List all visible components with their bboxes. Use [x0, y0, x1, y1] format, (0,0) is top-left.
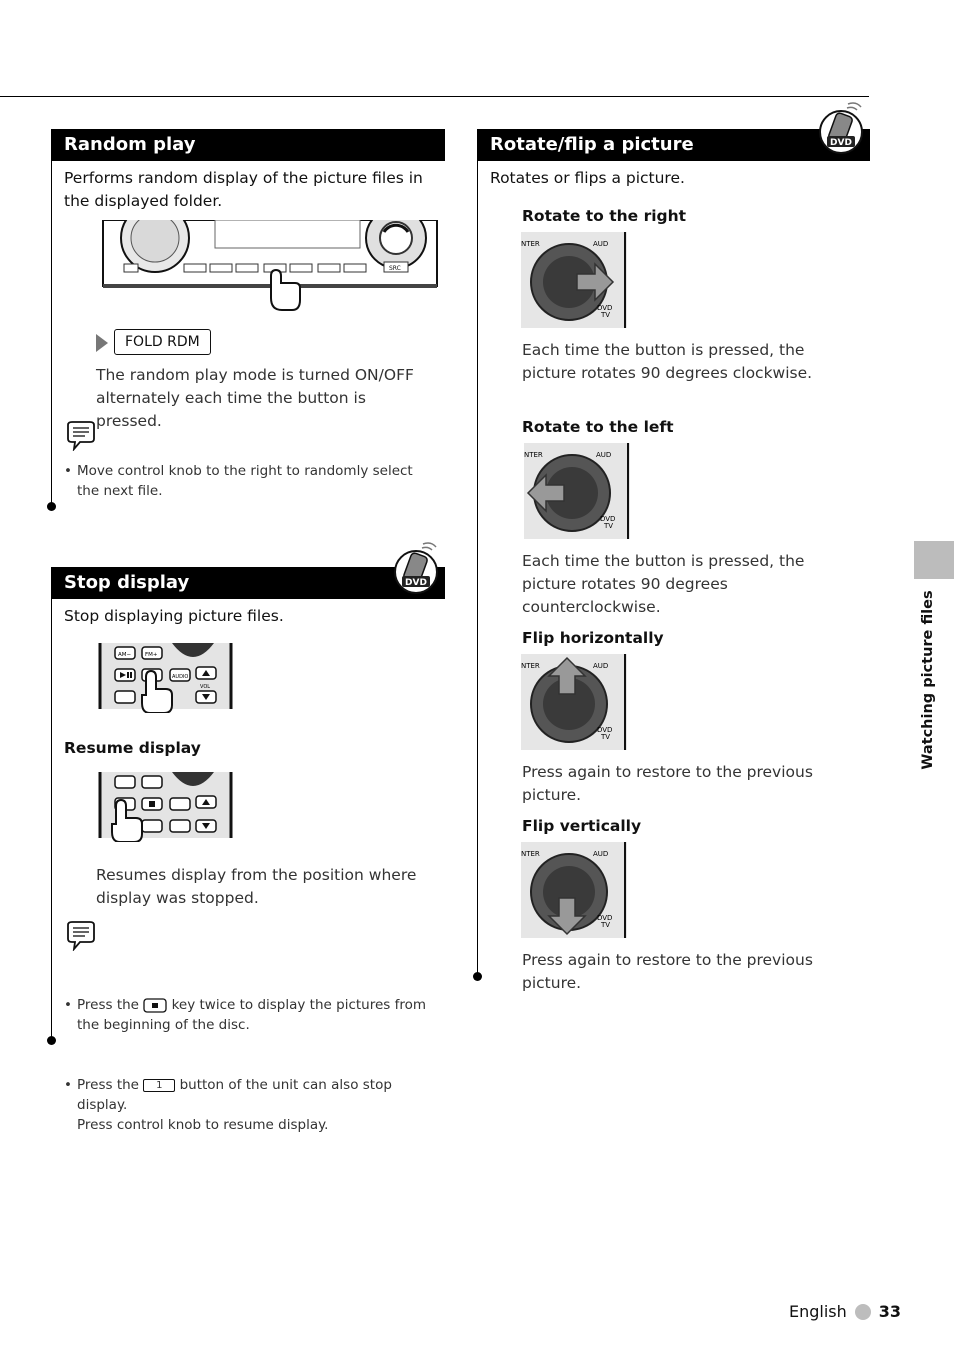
flip-vertical-text: Press again to restore to the previous picture. — [522, 951, 813, 992]
random-play-description: The random play mode is turned ON/OFF alternately each time the button is pressed. — [96, 366, 414, 430]
tv-label: TV — [601, 733, 611, 741]
tv-label: TV — [601, 311, 611, 319]
resume-display-description: Resumes display from the position where display was stopped. — [96, 866, 417, 907]
audio-label: AUD — [593, 850, 609, 858]
rotate-flip-intro: Rotates or flips a picture. — [490, 169, 685, 187]
note1-prefix: Press the — [77, 997, 139, 1013]
page-footer — [789, 1302, 901, 1321]
note2-prefix: Press the — [77, 1077, 139, 1093]
random-play-section-end-dot — [47, 502, 56, 511]
side-label-text: Watching picture files — [920, 590, 936, 770]
stop-display-note-2 — [64, 1075, 444, 1135]
enter-label: NTER — [521, 662, 540, 670]
fold-rdm-key — [114, 329, 211, 355]
stop-display-note-1 — [64, 995, 444, 1035]
page-number: 33 — [878, 1302, 902, 1321]
audio-label: AUD — [593, 240, 609, 248]
stop-display-header — [51, 567, 445, 599]
head-unit-illustration — [100, 220, 440, 312]
audio-label: AUD — [596, 451, 612, 459]
dvd-label: DVD — [597, 726, 613, 734]
src-key-label: SRC — [389, 265, 401, 272]
section-side-label — [918, 590, 938, 770]
footer-language: English — [789, 1302, 847, 1321]
dvd-label: DVD — [600, 515, 616, 523]
flip-horizontal-illustration — [521, 654, 629, 752]
note-icon — [64, 921, 98, 951]
note2-suffix: button of the unit can also stop display. — [77, 1077, 392, 1113]
stop-display-section-end-dot — [47, 1036, 56, 1045]
am-key-label: AM− — [118, 652, 132, 658]
flip-horizontal-heading: Flip horizontally — [522, 629, 664, 647]
rotate-flip-remote-badge-icon — [817, 100, 865, 156]
rotate-right-heading: Rotate to the right — [522, 207, 687, 225]
flip-vertical-heading: Flip vertically — [522, 817, 642, 835]
rotate-flip-dvd-badge: DVD — [830, 138, 852, 148]
footer-circle-icon — [855, 1304, 871, 1320]
flip-horizontal-text: Press again to restore to the previous picture. — [522, 763, 813, 804]
fold-rdm-key-label: FOLD RDM — [125, 334, 200, 350]
rotate-right-text: Each time the button is pressed, the picture rotates 90 degrees clockwise. — [522, 341, 813, 382]
fm-key-label: FM+ — [145, 652, 158, 658]
note2-line2: Press control knob to resume display. — [77, 1117, 329, 1133]
enter-label: NTER — [521, 240, 540, 248]
random-play-note: • Move control knob to the right to randomly select the next file. — [64, 461, 439, 501]
unit-key-1: 1 — [143, 1079, 175, 1092]
enter-label: NTER — [521, 850, 540, 858]
resume-display-heading: Resume display — [64, 739, 201, 757]
tv-label: TV — [604, 522, 614, 530]
vol-label: VOL — [200, 684, 211, 690]
random-play-title: Random play — [64, 134, 196, 155]
remote-resume-illustration — [98, 772, 236, 842]
rotate-left-heading: Rotate to the left — [522, 418, 674, 436]
rotate-left-text: Each time the button is pressed, the picture rotates 90 degrees counterclockwise. — [522, 552, 805, 616]
audio-key-label: AUDIO — [172, 674, 189, 680]
random-play-section-line — [51, 161, 52, 505]
top-rule — [0, 96, 869, 97]
rotate-flip-section-line — [477, 161, 478, 976]
remote-stop-illustration — [98, 643, 236, 713]
rotate-right-illustration — [521, 232, 629, 330]
stop-display-dvd-badge: DVD — [405, 578, 427, 588]
note-icon — [64, 421, 98, 451]
rotate-flip-header — [477, 129, 870, 161]
flip-vertical-illustration — [521, 842, 629, 940]
stop-display-section-line — [51, 599, 52, 1040]
stop-display-intro: Stop displaying picture files. — [64, 607, 284, 625]
rotate-flip-title: Rotate/flip a picture — [490, 134, 694, 155]
play-triangle-icon — [95, 333, 109, 353]
dvd-label: DVD — [597, 914, 613, 922]
rotate-flip-section-end-dot — [473, 972, 482, 981]
dvd-label: DVD — [597, 304, 613, 312]
random-play-header — [51, 129, 445, 161]
tv-label: TV — [601, 921, 611, 929]
enter-label: NTER — [524, 451, 543, 459]
note1-suffix: key twice to display the pictures from the beginning of the disc. — [77, 997, 427, 1033]
stop-display-title: Stop display — [64, 572, 190, 593]
audio-label: AUD — [593, 662, 609, 670]
stop-key-icon — [143, 998, 167, 1013]
stop-display-remote-badge-icon — [392, 540, 440, 596]
section-side-tab — [914, 541, 954, 579]
random-play-intro: Performs random display of the picture files in the displayed folder. — [64, 169, 423, 210]
rotate-left-illustration — [524, 443, 632, 541]
